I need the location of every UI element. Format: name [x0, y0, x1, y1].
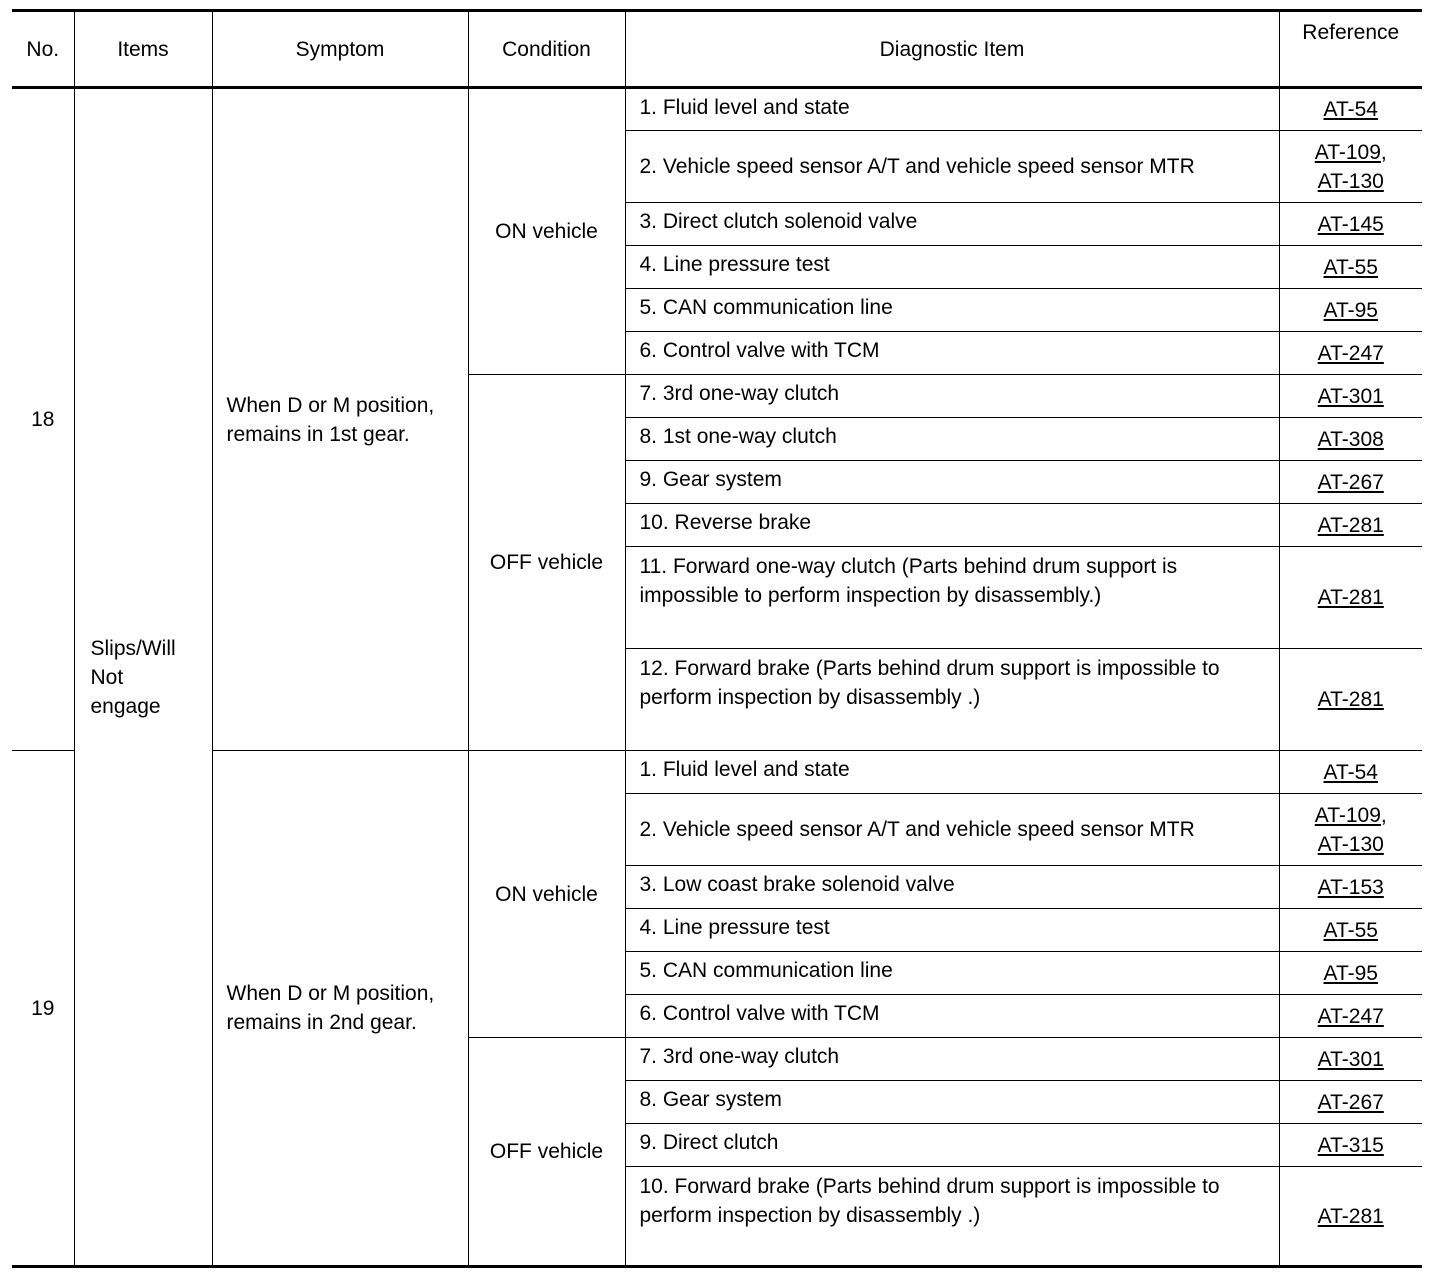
diagnostic-item-cell: 9. Direct clutch [625, 1124, 1279, 1167]
reference-cell [1279, 246, 1422, 289]
diagnostic-item-cell: 2. Vehicle speed sensor A/T and vehicle speed sensor MTR [625, 794, 1279, 866]
reference-link[interactable]: AT-55 [1323, 255, 1378, 279]
diagnostic-item-cell: 2. Vehicle speed sensor A/T and vehicle speed sensor MTR [625, 131, 1279, 203]
diagnostic-item-cell: 12. Forward brake (Parts behind drum support is impossible to perform inspection by disassembly .) [625, 649, 1279, 751]
reference-cell [1279, 88, 1422, 131]
header-no: No. [12, 11, 74, 88]
symptom-cell: When D or M position, remains in 2nd gear. [212, 751, 468, 1267]
diagnostic-item-cell: 11. Forward one-way clutch (Parts behind drum support is impossible to perform inspection by disassembly.) [625, 547, 1279, 649]
diagnostic-item-cell: 1. Fluid level and state [625, 751, 1279, 794]
table-row [12, 88, 1422, 131]
condition-cell: ON vehicle [468, 88, 625, 375]
reference-link[interactable]: AT-55 [1323, 918, 1378, 942]
header-condition: Condition [468, 11, 625, 88]
diagnostic-item-cell: 5. CAN communication line [625, 289, 1279, 332]
reference-link[interactable]: AT-95 [1323, 961, 1378, 985]
reference-cell [1279, 375, 1422, 418]
reference-link[interactable]: AT-281 [1317, 688, 1384, 711]
reference-cell [1279, 1167, 1422, 1267]
reference-cell [1279, 203, 1422, 246]
diagnostic-table [12, 9, 1422, 1268]
diagnostic-item-cell: 3. Low coast brake solenoid valve [625, 866, 1279, 909]
diagnostic-item-cell: 6. Control valve with TCM [625, 995, 1279, 1038]
diagnostic-item-cell: 5. CAN communication line [625, 952, 1279, 995]
diagnostic-item-cell: 1. Fluid level and state [625, 88, 1279, 131]
reference-cell [1279, 461, 1422, 504]
row-number: 19 [12, 751, 74, 1267]
reference-cell [1279, 289, 1422, 332]
reference-link[interactable]: AT-308 [1317, 427, 1384, 451]
items-cell: Slips/Will Not engage [74, 88, 212, 1267]
reference-link[interactable]: AT-145 [1317, 212, 1384, 236]
reference-link[interactable]: AT-130 [1317, 169, 1384, 193]
header-reference: Reference [1279, 11, 1422, 88]
condition-cell: OFF vehicle [468, 1038, 625, 1267]
diagnostic-item-cell: 7. 3rd one-way clutch [625, 375, 1279, 418]
diagnostic-item-cell: 10. Reverse brake [625, 504, 1279, 547]
diagnostic-item-cell: 10. Forward brake (Parts behind drum support is impossible to perform inspection by disassembly .) [625, 1167, 1279, 1267]
diagnostic-item-cell: 8. 1st one-way clutch [625, 418, 1279, 461]
reference-cell [1279, 547, 1422, 649]
reference-link[interactable]: AT-281 [1317, 586, 1384, 609]
header-diagnostic-item: Diagnostic Item [625, 11, 1279, 88]
reference-link[interactable]: AT-267 [1317, 470, 1384, 494]
reference-link[interactable]: AT-281 [1317, 1204, 1384, 1228]
reference-link[interactable]: AT-247 [1317, 1004, 1384, 1028]
diagnostic-item-cell: 4. Line pressure test [625, 909, 1279, 952]
reference-link[interactable]: AT-281 [1317, 513, 1384, 537]
table-body [12, 88, 1422, 1267]
reference-link[interactable]: AT-301 [1317, 384, 1384, 408]
diagnostic-item-cell: 7. 3rd one-way clutch [625, 1038, 1279, 1081]
reference-link[interactable]: AT-109 [1314, 140, 1381, 164]
reference-link[interactable]: AT-54 [1323, 98, 1378, 121]
diagnostic-item-cell: 9. Gear system [625, 461, 1279, 504]
reference-link[interactable]: AT-301 [1317, 1047, 1384, 1071]
reference-cell [1279, 751, 1422, 794]
reference-cell [1279, 1038, 1422, 1081]
diagnostic-item-cell: 3. Direct clutch solenoid valve [625, 203, 1279, 246]
reference-cell [1279, 1124, 1422, 1167]
symptom-cell: When D or M position, remains in 1st gear. [212, 88, 468, 751]
reference-link[interactable]: AT-54 [1323, 760, 1378, 784]
reference-cell [1279, 995, 1422, 1038]
reference-separator: , [1380, 803, 1387, 827]
diagnostic-item-cell: 6. Control valve with TCM [625, 332, 1279, 375]
reference-link[interactable]: AT-267 [1317, 1090, 1384, 1114]
header-items: Items [74, 11, 212, 88]
diagnostic-item-cell: 8. Gear system [625, 1081, 1279, 1124]
diagnostic-table-wrapper [12, 9, 1422, 1268]
reference-link[interactable]: AT-109 [1314, 803, 1381, 827]
reference-link[interactable]: AT-247 [1317, 341, 1384, 365]
reference-cell [1279, 131, 1422, 203]
table-row [12, 751, 1422, 794]
reference-link[interactable]: AT-95 [1323, 298, 1378, 322]
reference-cell [1279, 504, 1422, 547]
table-header [12, 11, 1422, 88]
reference-cell [1279, 866, 1422, 909]
reference-cell [1279, 332, 1422, 375]
reference-cell [1279, 909, 1422, 952]
reference-separator: , [1380, 140, 1387, 164]
reference-cell [1279, 418, 1422, 461]
reference-link[interactable]: AT-130 [1317, 832, 1384, 856]
reference-cell [1279, 1081, 1422, 1124]
condition-cell: ON vehicle [468, 751, 625, 1038]
header-symptom: Symptom [212, 11, 468, 88]
condition-cell: OFF vehicle [468, 375, 625, 751]
reference-cell [1279, 952, 1422, 995]
row-number: 18 [12, 88, 74, 751]
diagnostic-item-cell: 4. Line pressure test [625, 246, 1279, 289]
reference-cell [1279, 794, 1422, 866]
reference-cell [1279, 649, 1422, 751]
reference-link[interactable]: AT-153 [1317, 875, 1384, 899]
reference-link[interactable]: AT-315 [1317, 1133, 1384, 1157]
